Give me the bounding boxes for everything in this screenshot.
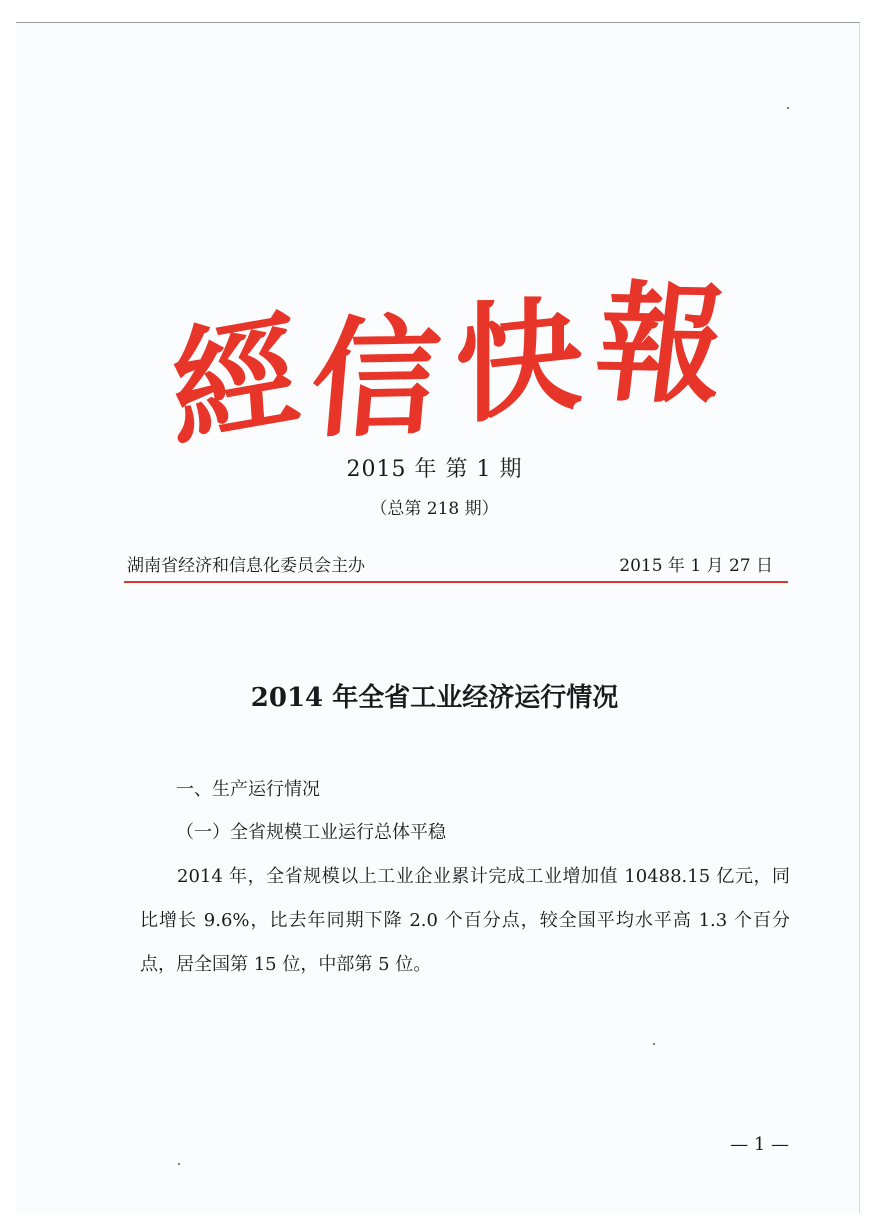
document-page <box>16 22 860 1213</box>
issue-number: 2015 年 第 1 期 <box>346 457 523 482</box>
masthead-char-1: 經 <box>166 294 309 467</box>
article-title: 2014 年全省工业经济运行情况 <box>250 683 619 713</box>
total-issue-number: （总第 218 期） <box>370 499 499 519</box>
page-number: — 1 — <box>730 1134 789 1155</box>
masthead-char-2: 信 <box>305 302 450 456</box>
scan-speck <box>787 107 789 109</box>
scan-speck <box>653 1043 655 1045</box>
masthead-char-3: 快 <box>455 278 588 444</box>
scan-speck <box>178 1163 180 1165</box>
sponsor-line: 湖南省经济和信息化委员会主办 <box>127 556 365 576</box>
header-divider <box>124 581 788 583</box>
masthead-char-4: 報 <box>588 268 738 422</box>
body-paragraph: 2014 年，全省规模以上工业企业累计完成工业增加值 10488.15 亿元，同比增长 9.6%，比去年同期下降 2.0 个百分点，较全国平均水平高 1.3 个百分点，居全国第 15 位，中部第 5 位。 <box>140 866 790 975</box>
section-heading: 一、生产运行情况 <box>176 779 320 800</box>
publish-date: 2015 年 1 月 27 日 <box>619 556 773 576</box>
subsection-heading: （一）全省规模工业运行总体平稳 <box>176 822 446 843</box>
